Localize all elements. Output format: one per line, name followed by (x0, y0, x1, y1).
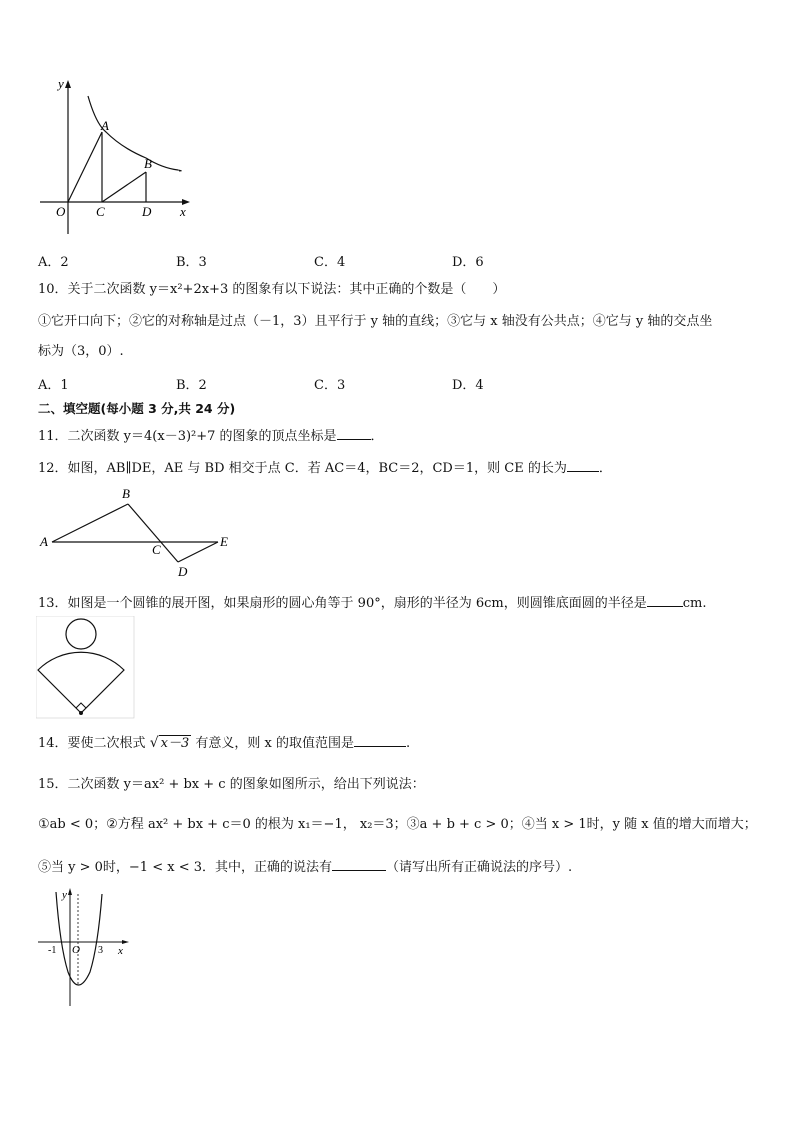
fig12-label-a: A (40, 534, 48, 549)
q13-end: cm. (682, 596, 707, 611)
fig15-y-label: y (62, 889, 67, 901)
q11 (38, 427, 384, 445)
q15-statements-line1: ①ab < 0；②方程 ax² + bx + c＝0 的根为 x₁＝−1， x₂＝3；③a + b + c > 0；④当 x > 1时，y 随 x 值的增大而增大； (38, 817, 757, 832)
q10-statements-line1: ①它开口向下；②它的对称轴是过点（－1，3）且平行于 y 轴的直线；③它与 x 轴没有公共点；④它与 y 轴的交点坐 (38, 314, 713, 329)
q14-answer-blank[interactable] (354, 734, 406, 747)
q10-option-c: C．3 (314, 378, 346, 393)
q9-option-b: B．3 (176, 255, 207, 270)
q11-answer-blank[interactable] (337, 427, 371, 440)
q13-figure (36, 616, 136, 720)
fig15-three-label: 3 (98, 945, 103, 956)
fig12-label-d: D (178, 564, 188, 579)
fig15-neg-one-label: -1 (48, 945, 57, 956)
q9-option-d: D．6 (452, 255, 484, 270)
q12-end: ． (598, 461, 612, 476)
q14-radicand: x－3 (160, 736, 190, 751)
fig1-origin-label: O (56, 204, 66, 219)
fig1-label-b: B (144, 156, 152, 171)
q12 (38, 459, 612, 477)
q9-figure (34, 76, 204, 236)
q10-statements-line2: 标为（3，0）. (38, 344, 124, 359)
fig15-x-label: x (118, 945, 123, 957)
fig1-label-d: D (142, 204, 152, 219)
q15-statements-line2 (38, 858, 572, 876)
fig1-label-a: A (101, 118, 109, 133)
q12-figure (36, 484, 246, 580)
q12-answer-blank[interactable] (567, 459, 599, 472)
fig1-y-label: y (58, 76, 64, 91)
q13-text: 13．如图是一个圆锥的展开图，如果扇形的圆心角等于 90°，扇形的半径为 6cm，则圆锥底面圆的半径是 (38, 596, 647, 611)
q14 (38, 734, 410, 752)
fig1-label-c: C (96, 204, 105, 219)
radical-sign: √ (149, 735, 159, 751)
q14-text-2: 有意义，则 x 的取值范围是 (195, 736, 354, 751)
q15-stem: 15．二次函数 y＝ax² + bx + c 的图象如图所示，给出下列说法： (38, 777, 425, 792)
fig12-label-b: B (122, 486, 130, 501)
q9-option-a: A．2 (38, 255, 69, 270)
q10-stem: 10．关于二次函数 y＝x²+2x+3 的图象有以下说法：其中正确的个数是（ ） (38, 282, 506, 297)
fig12-label-c: C (152, 542, 161, 557)
q15-answer-blank[interactable] (332, 858, 386, 871)
q14-text: 14．要使二次根式 (38, 736, 146, 751)
q11-text: 11．二次函数 y＝4(x－3)²+7 的图象的顶点坐标是 (38, 429, 337, 444)
fig1-x-label: x (180, 204, 186, 219)
q10-option-b: B．2 (176, 378, 207, 393)
q9-option-c: C．4 (314, 255, 346, 270)
fig15-origin-label: O (72, 944, 80, 956)
q13 (38, 594, 706, 612)
q15-line2-text: ⑤当 y > 0时，−1 < x < 3．其中，正确的说法有 (38, 860, 332, 875)
q13-answer-blank[interactable] (647, 594, 683, 607)
q11-end: ． (370, 429, 384, 444)
fig12-label-e: E (220, 534, 228, 549)
q14-end: . (405, 736, 411, 751)
q15-figure (34, 886, 134, 1008)
q10-option-a: A．1 (38, 378, 69, 393)
q10-option-d: D．4 (452, 378, 484, 393)
section-heading-fill-in: 二、填空题(每小题 3 分,共 24 分) (38, 401, 236, 416)
q12-text: 12．如图，AB∥DE，AE 与 BD 相交于点 C．若 AC＝4，BC＝2，CD＝1，则 CE 的长为 (38, 461, 567, 476)
q15-line2-end: （请写出所有正确说法的序号）. (386, 860, 573, 875)
